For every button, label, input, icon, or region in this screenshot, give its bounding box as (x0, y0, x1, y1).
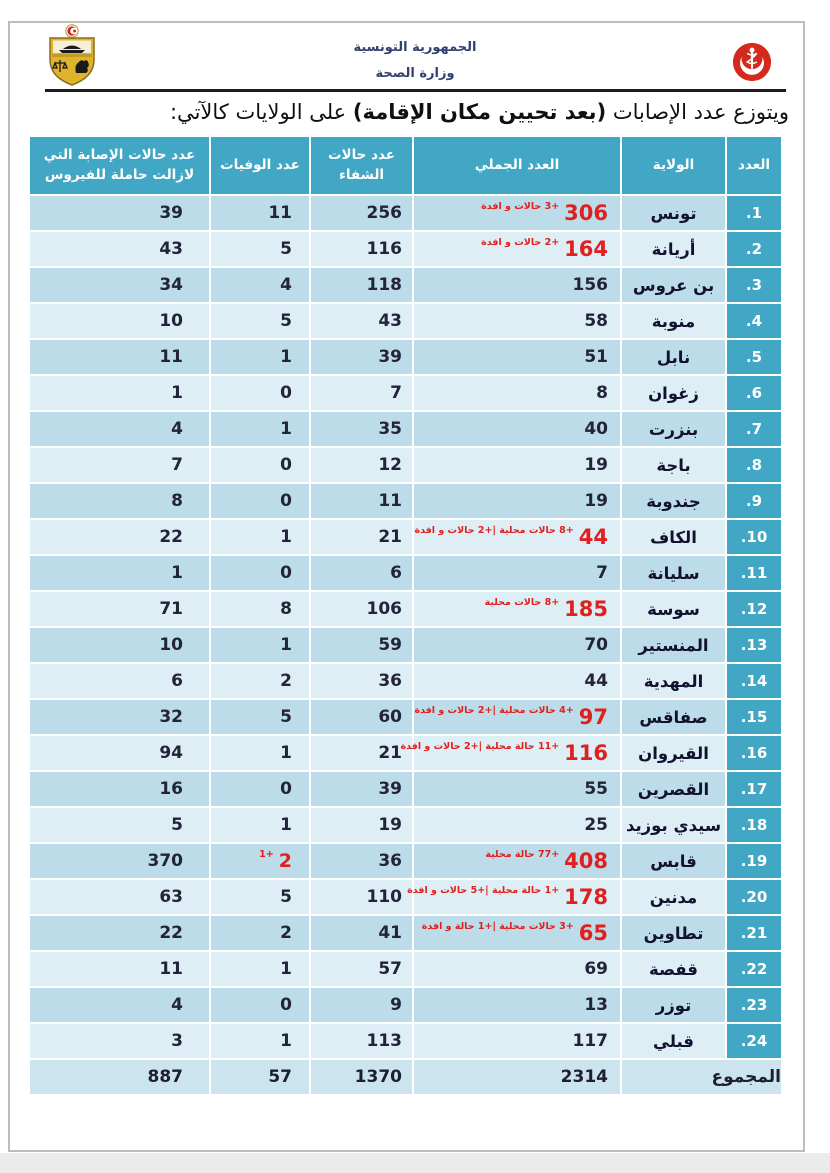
active-cases-value: 22 (159, 527, 183, 547)
active-cases-cell (30, 916, 209, 950)
total-cases-cell (414, 772, 620, 806)
active-cases-cell (30, 592, 209, 626)
header-divider-line (45, 89, 786, 92)
row-number: .2 (727, 232, 781, 266)
deaths-cell (211, 664, 309, 698)
active-cases-value: 10 (159, 311, 183, 331)
deaths-value: 1 (280, 815, 292, 835)
deaths-value: 11 (268, 203, 292, 223)
governorate-name: منوبة (622, 304, 725, 338)
active-cases-cell (30, 268, 209, 302)
total-cases-cell (414, 412, 620, 446)
footer-recovered-cases: 1370 (311, 1060, 412, 1094)
recovered-cases-value: 39 (378, 779, 402, 799)
active-cases-value: 3 (171, 1031, 183, 1051)
deaths-cell (211, 736, 309, 770)
governorate-name: بنزرت (622, 412, 725, 446)
deaths-value: 1 (280, 743, 292, 763)
page-title (19, 96, 789, 129)
active-cases-value: 7 (171, 455, 183, 475)
active-cases-value: 11 (159, 959, 183, 979)
active-cases-cell (30, 556, 209, 590)
total-cases-cell (414, 268, 620, 302)
total-cases-cell (414, 448, 620, 482)
title-text-end: على الولايات كالآتي: (169, 100, 353, 124)
total-cases-annotation: +3 حالات محلية |+1 حالة و افدة (421, 920, 574, 932)
recovered-cases-value: 11 (378, 491, 402, 511)
footer-active-cases: 887 (30, 1060, 209, 1094)
total-cases-value: 97 (578, 705, 608, 729)
recovered-cases-cell (311, 628, 412, 662)
governorate-name: مدنين (622, 880, 725, 914)
title-text-bold: (بعد تحيين مكان الإقامة) (352, 100, 607, 124)
total-cases-cell (414, 196, 620, 230)
recovered-cases-cell (311, 664, 412, 698)
total-cases-cell (414, 520, 620, 554)
total-cases-cell (414, 340, 620, 374)
active-cases-cell (30, 484, 209, 518)
deaths-cell (211, 916, 309, 950)
deaths-value: 2 (280, 923, 292, 943)
active-cases-value: 1 (171, 383, 183, 403)
row-number: .15 (727, 700, 781, 734)
active-cases-cell (30, 520, 209, 554)
recovered-cases-value: 59 (378, 635, 402, 655)
recovered-cases-cell (311, 232, 412, 266)
deaths-value: 0 (280, 383, 292, 403)
deaths-cell (211, 1024, 309, 1058)
active-cases-cell (30, 880, 209, 914)
deaths-value: 4 (280, 275, 292, 295)
deaths-cell (211, 988, 309, 1022)
total-cases-cell (414, 1024, 620, 1058)
letterhead (0, 41, 830, 93)
total-cases-value: 40 (584, 419, 608, 439)
total-cases-value: 44 (584, 671, 608, 691)
row-number: .13 (727, 628, 781, 662)
recovered-cases-value: 43 (378, 311, 402, 331)
total-cases-value: 116 (564, 741, 608, 765)
governorate-name: زغوان (622, 376, 725, 410)
recovered-cases-cell (311, 880, 412, 914)
recovered-cases-cell (311, 988, 412, 1022)
total-cases-value: 58 (584, 311, 608, 331)
active-cases-cell (30, 988, 209, 1022)
row-number: .4 (727, 304, 781, 338)
recovered-cases-cell (311, 808, 412, 842)
row-number: .22 (727, 952, 781, 986)
active-cases-cell (30, 376, 209, 410)
deaths-value: 5 (280, 239, 292, 259)
total-cases-annotation: +4 حالات محلية |+2 حالات و افدة (414, 704, 574, 716)
governorate-name: المنستير (622, 628, 725, 662)
total-cases-annotation: +1 حالة محلية |+5 حالات و افدة (407, 884, 560, 896)
total-cases-cell (414, 988, 620, 1022)
page-edge-shadow (0, 1153, 830, 1173)
recovered-cases-value: 6 (390, 563, 402, 583)
recovered-cases-value: 7 (390, 383, 402, 403)
governorate-name: قابس (622, 844, 725, 878)
recovered-cases-cell (311, 448, 412, 482)
active-cases-cell (30, 844, 209, 878)
active-cases-cell (30, 736, 209, 770)
total-cases-cell (414, 808, 620, 842)
recovered-cases-cell (311, 556, 412, 590)
total-cases-value: 7 (596, 563, 608, 583)
active-cases-cell (30, 1024, 209, 1058)
recovered-cases-cell (311, 592, 412, 626)
total-cases-cell (414, 664, 620, 698)
deaths-value: 2 (280, 671, 292, 691)
row-number: .7 (727, 412, 781, 446)
total-cases-annotation: +11 حالة محلية |+2 حالات و افدة (400, 740, 560, 752)
total-cases-value: 70 (584, 635, 608, 655)
deaths-cell (211, 592, 309, 626)
title-text-start: ويتوزع عدد الإصابات (606, 100, 789, 124)
row-number: .21 (727, 916, 781, 950)
total-cases-annotation: +77 حالة محلية (485, 848, 560, 860)
total-cases-cell (414, 592, 620, 626)
recovered-cases-value: 39 (378, 347, 402, 367)
active-cases-value: 94 (159, 743, 183, 763)
active-cases-value: 10 (159, 635, 183, 655)
active-cases-cell (30, 772, 209, 806)
row-number: .3 (727, 268, 781, 302)
deaths-cell (211, 196, 309, 230)
total-cases-cell (414, 844, 620, 878)
row-number: .20 (727, 880, 781, 914)
total-cases-value: 25 (584, 815, 608, 835)
deaths-value: 1 (280, 527, 292, 547)
recovered-cases-value: 113 (366, 1031, 402, 1051)
recovered-cases-value: 60 (378, 707, 402, 727)
total-cases-cell (414, 700, 620, 734)
deaths-cell (211, 484, 309, 518)
deaths-cell (211, 700, 309, 734)
cases-by-governorate-table (40, 137, 781, 1094)
recovered-cases-cell (311, 484, 412, 518)
deaths-cell (211, 952, 309, 986)
active-cases-cell (30, 340, 209, 374)
recovered-cases-cell (311, 700, 412, 734)
active-cases-cell (30, 412, 209, 446)
deaths-value: 5 (280, 707, 292, 727)
governorate-name: صفاقس (622, 700, 725, 734)
footer-total-label: المجموع (622, 1060, 781, 1094)
footer-total-cases: 2314 (414, 1060, 620, 1094)
active-cases-cell (30, 808, 209, 842)
recovered-cases-value: 118 (366, 275, 402, 295)
deaths-cell (211, 808, 309, 842)
deaths-value: 0 (280, 779, 292, 799)
recovered-cases-cell (311, 268, 412, 302)
total-cases-value: 185 (564, 597, 608, 621)
recovered-cases-value: 9 (390, 995, 402, 1015)
recovered-cases-value: 57 (378, 959, 402, 979)
footer-deaths: 57 (211, 1060, 309, 1094)
governorate-name: نابل (622, 340, 725, 374)
row-number: .14 (727, 664, 781, 698)
governorate-name: جندوبة (622, 484, 725, 518)
deaths-value: 0 (280, 563, 292, 583)
deaths-cell (211, 268, 309, 302)
total-cases-cell (414, 304, 620, 338)
total-cases-value: 19 (584, 455, 608, 475)
recovered-cases-value: 36 (378, 851, 402, 871)
recovered-cases-value: 35 (378, 419, 402, 439)
active-cases-cell (30, 304, 209, 338)
row-number: .8 (727, 448, 781, 482)
total-cases-value: 164 (564, 237, 608, 261)
deaths-cell (211, 340, 309, 374)
recovered-cases-value: 41 (378, 923, 402, 943)
recovered-cases-value: 21 (378, 743, 402, 763)
recovered-cases-cell (311, 736, 412, 770)
row-number: .10 (727, 520, 781, 554)
total-cases-annotation: +3 حالات و افدة (481, 200, 560, 212)
recovered-cases-cell (311, 520, 412, 554)
header-recovered-cases: عدد حالات الشفاء (311, 137, 412, 194)
recovered-cases-cell (311, 952, 412, 986)
total-cases-value: 13 (584, 995, 608, 1015)
recovered-cases-value: 110 (366, 887, 402, 907)
total-cases-cell (407, 880, 620, 914)
deaths-value: 2 (278, 850, 292, 872)
deaths-cell (211, 880, 309, 914)
total-cases-value: 69 (584, 959, 608, 979)
deaths-value: 1 (280, 1031, 292, 1051)
governorate-name: تونس (622, 196, 725, 230)
deaths-value: 1 (280, 419, 292, 439)
total-cases-value: 408 (564, 849, 608, 873)
total-cases-cell (414, 556, 620, 590)
ministry-name: وزارة الصحة (375, 66, 455, 81)
governorate-name: أريانة (622, 232, 725, 266)
row-number: .17 (727, 772, 781, 806)
row-number: .16 (727, 736, 781, 770)
total-cases-cell (414, 376, 620, 410)
total-cases-cell (400, 736, 620, 770)
recovered-cases-value: 256 (366, 203, 402, 223)
active-cases-value: 1 (171, 563, 183, 583)
active-cases-value: 34 (159, 275, 183, 295)
deaths-cell (211, 628, 309, 662)
recovered-cases-cell (311, 376, 412, 410)
active-cases-value: 71 (159, 599, 183, 619)
deaths-value: 0 (280, 455, 292, 475)
republic-name: الجمهورية التونسية (353, 40, 477, 55)
recovered-cases-cell (311, 916, 412, 950)
total-cases-annotation: +8 حالات محلية (484, 596, 560, 608)
row-number: .9 (727, 484, 781, 518)
deaths-cell (211, 520, 309, 554)
deaths-value: 0 (280, 491, 292, 511)
governorate-name: المهدية (622, 664, 725, 698)
governorate-name: سيدي بوزيد (622, 808, 725, 842)
governorate-name: تطاوين (622, 916, 725, 950)
row-number: .23 (727, 988, 781, 1022)
deaths-annotation: +1 (259, 848, 274, 860)
total-cases-cell (414, 232, 620, 266)
governorate-name: قبلي (622, 1024, 725, 1058)
recovered-cases-value: 116 (366, 239, 402, 259)
row-number: .6 (727, 376, 781, 410)
active-cases-value: 39 (159, 203, 183, 223)
active-cases-cell (30, 448, 209, 482)
active-cases-value: 16 (159, 779, 183, 799)
total-cases-annotation: +2 حالات و افدة (481, 236, 560, 248)
header-deaths: عدد الوفيات (211, 137, 309, 194)
deaths-cell (211, 844, 309, 878)
deaths-cell (211, 232, 309, 266)
active-cases-cell (30, 232, 209, 266)
deaths-cell (211, 376, 309, 410)
deaths-value: 1 (280, 959, 292, 979)
active-cases-value: 6 (171, 671, 183, 691)
governorate-name: الكاف (622, 520, 725, 554)
deaths-cell (211, 448, 309, 482)
governorate-name: سوسة (622, 592, 725, 626)
deaths-cell (211, 772, 309, 806)
deaths-value: 1 (280, 635, 292, 655)
total-cases-value: 65 (578, 921, 608, 945)
active-cases-value: 22 (159, 923, 183, 943)
header-total-cases: العدد الجملي (414, 137, 620, 194)
deaths-value: 5 (280, 311, 292, 331)
recovered-cases-cell (311, 340, 412, 374)
total-cases-value: 51 (584, 347, 608, 367)
deaths-value: 1 (280, 347, 292, 367)
deaths-value: 0 (280, 995, 292, 1015)
active-cases-cell (30, 952, 209, 986)
row-number: .18 (727, 808, 781, 842)
ministry-of-health-emblem-icon (731, 41, 773, 87)
active-cases-cell (30, 664, 209, 698)
governorate-name: قفصة (622, 952, 725, 986)
total-cases-value: 55 (584, 779, 608, 799)
active-cases-value: 32 (159, 707, 183, 727)
total-cases-cell (414, 484, 620, 518)
recovered-cases-cell (311, 196, 412, 230)
active-cases-value: 370 (147, 851, 183, 871)
deaths-cell (211, 412, 309, 446)
row-number: .12 (727, 592, 781, 626)
row-number: .5 (727, 340, 781, 374)
active-cases-cell (30, 700, 209, 734)
active-cases-value: 8 (171, 491, 183, 511)
recovered-cases-cell (311, 772, 412, 806)
row-number: .19 (727, 844, 781, 878)
total-cases-annotation: +8 حالات محلية |+2 حالات و افدة (414, 524, 574, 536)
recovered-cases-value: 36 (378, 671, 402, 691)
deaths-value: 8 (280, 599, 292, 619)
governorate-name: توزر (622, 988, 725, 1022)
active-cases-value: 4 (171, 995, 183, 1015)
recovered-cases-value: 21 (378, 527, 402, 547)
active-cases-cell (30, 196, 209, 230)
total-cases-cell (414, 916, 620, 950)
governorate-name: باجة (622, 448, 725, 482)
recovered-cases-value: 19 (378, 815, 402, 835)
governorate-name: القصرين (622, 772, 725, 806)
active-cases-value: 11 (159, 347, 183, 367)
total-cases-value: 156 (572, 275, 608, 295)
total-cases-cell (414, 628, 620, 662)
total-cases-value: 178 (564, 885, 608, 909)
row-number: .24 (727, 1024, 781, 1058)
row-number: .1 (727, 196, 781, 230)
active-cases-value: 5 (171, 815, 183, 835)
header-governorate: الولاية (622, 137, 725, 194)
total-cases-cell (414, 952, 620, 986)
deaths-value: 5 (280, 887, 292, 907)
governorate-name: بن عروس (622, 268, 725, 302)
total-cases-value: 44 (578, 525, 608, 549)
active-cases-value: 63 (159, 887, 183, 907)
active-cases-value: 43 (159, 239, 183, 259)
deaths-cell (211, 556, 309, 590)
row-number: .11 (727, 556, 781, 590)
active-cases-value: 4 (171, 419, 183, 439)
recovered-cases-cell (311, 412, 412, 446)
recovered-cases-value: 12 (378, 455, 402, 475)
header-active-cases: عدد حالات الإصابة التي لازالت حاملة للفيروس (30, 137, 209, 194)
total-cases-value: 306 (564, 201, 608, 225)
total-cases-value: 19 (584, 491, 608, 511)
total-cases-value: 117 (572, 1031, 608, 1051)
recovered-cases-cell (311, 1024, 412, 1058)
recovered-cases-cell (311, 304, 412, 338)
recovered-cases-cell (311, 844, 412, 878)
header-number: العدد (727, 137, 781, 194)
governorate-name: القيروان (622, 736, 725, 770)
governorate-name: سليانة (622, 556, 725, 590)
active-cases-cell (30, 628, 209, 662)
deaths-cell (211, 304, 309, 338)
recovered-cases-value: 106 (366, 599, 402, 619)
total-cases-value: 8 (596, 383, 608, 403)
